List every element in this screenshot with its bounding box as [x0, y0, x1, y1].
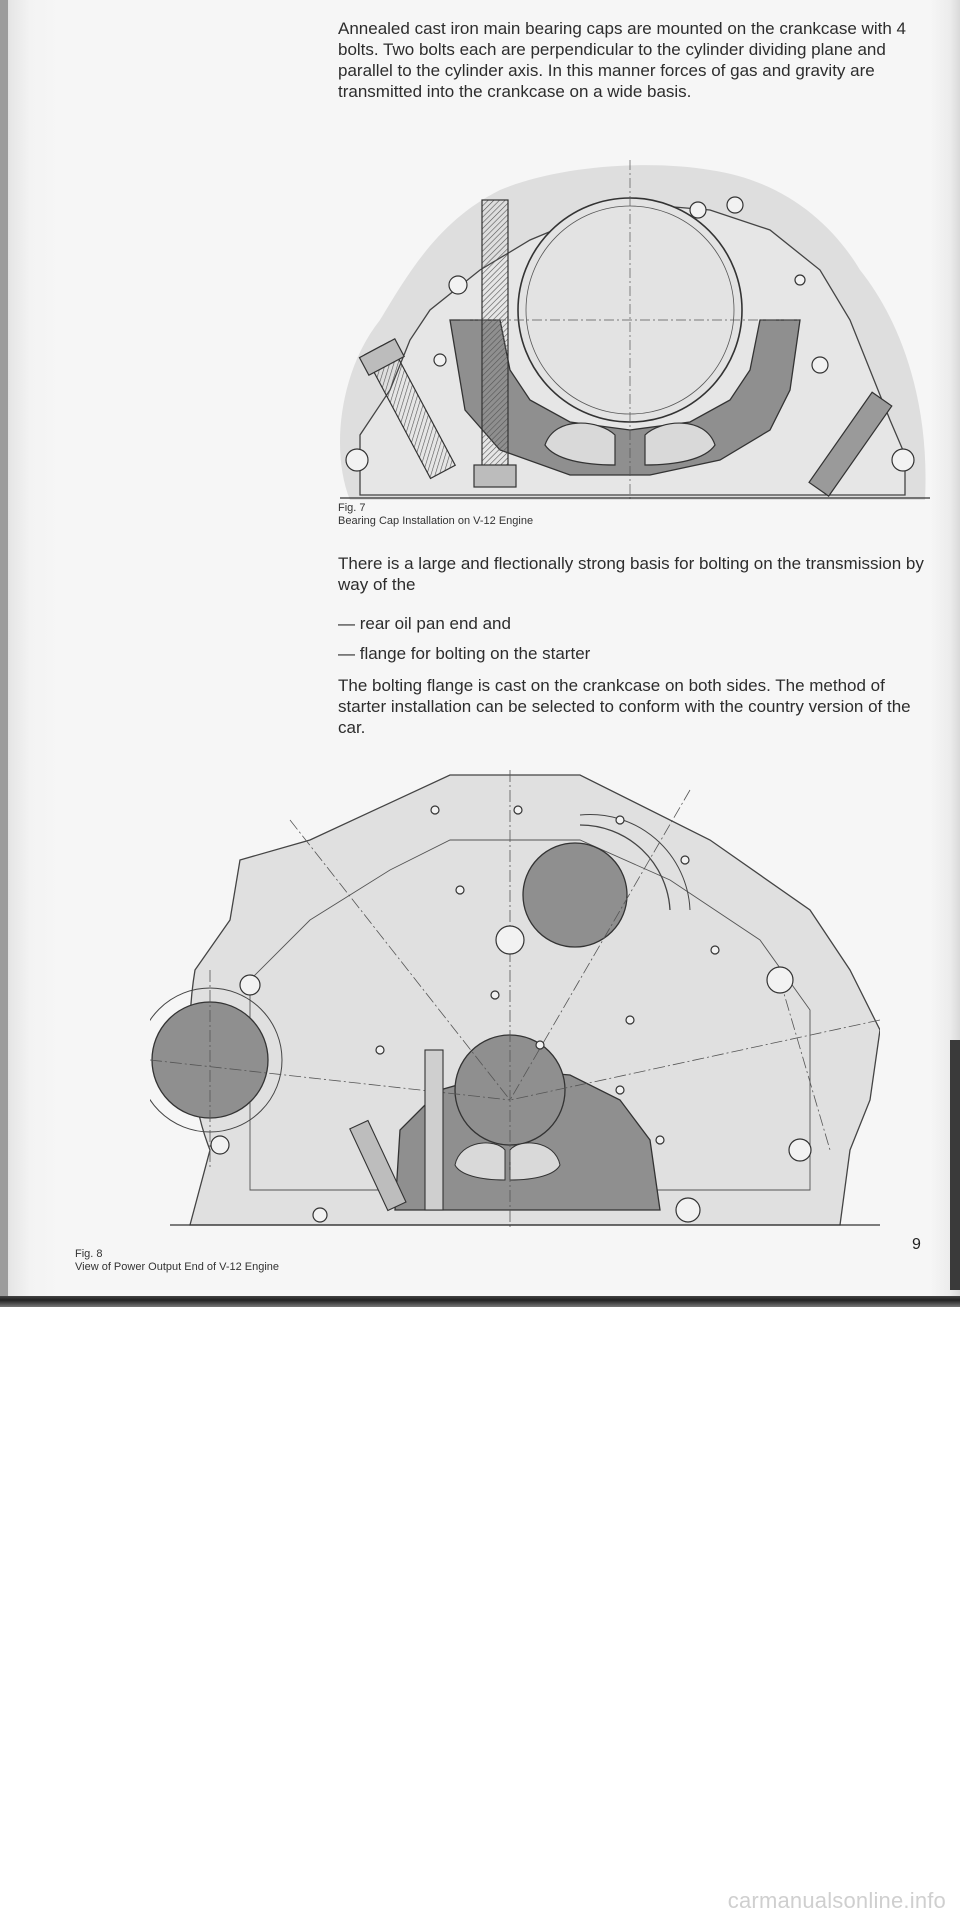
fig8-title: View of Power Output End of V-12 Engine	[75, 1261, 280, 1273]
bullet-item: — rear oil pan end and	[338, 614, 511, 633]
fig8-upper-bore	[523, 843, 627, 947]
fig8-power-output-end-drawing	[150, 770, 880, 1230]
paragraph-transmission-basis: There is a large and flectionally strong basis for bolting on the transmission by way of the	[338, 554, 924, 594]
paragraph-bolting-flange: The bolting flange is cast on the crankcase on both sides. The method of starter installation can be selected to conform with the country version of the car.	[338, 676, 911, 737]
fig8-caption	[75, 1248, 279, 1274]
page-bottom-edge	[0, 1296, 960, 1307]
paragraph-bearing-caps: Annealed cast iron main bearing caps are mounted on the crankcase with 4 bolts. Two bolts each are perpendicular to the cylinder dividing plane and parallel to the cylinder axis. In this manner forces of gas and gravity are transmitted into the crankcase on a wide basis.	[338, 19, 906, 101]
fig7-caption	[338, 502, 533, 528]
page-binding-edge	[0, 0, 8, 1307]
fig8-number: Fig. 8	[75, 1248, 103, 1260]
watermark-text: carmanualsonline.info	[727, 1888, 946, 1913]
fig7-title: Bearing Cap Installation on V-12 Engine	[338, 515, 534, 527]
fig7-bearing-cap-drawing	[330, 160, 930, 510]
page-edge-tab	[950, 1040, 960, 1290]
bullet-item: — flange for bolting on the starter	[338, 644, 591, 663]
fig7-number: Fig. 7	[338, 502, 366, 514]
page-number: 9	[912, 1236, 921, 1253]
fig7-vertical-bolt	[482, 200, 508, 475]
